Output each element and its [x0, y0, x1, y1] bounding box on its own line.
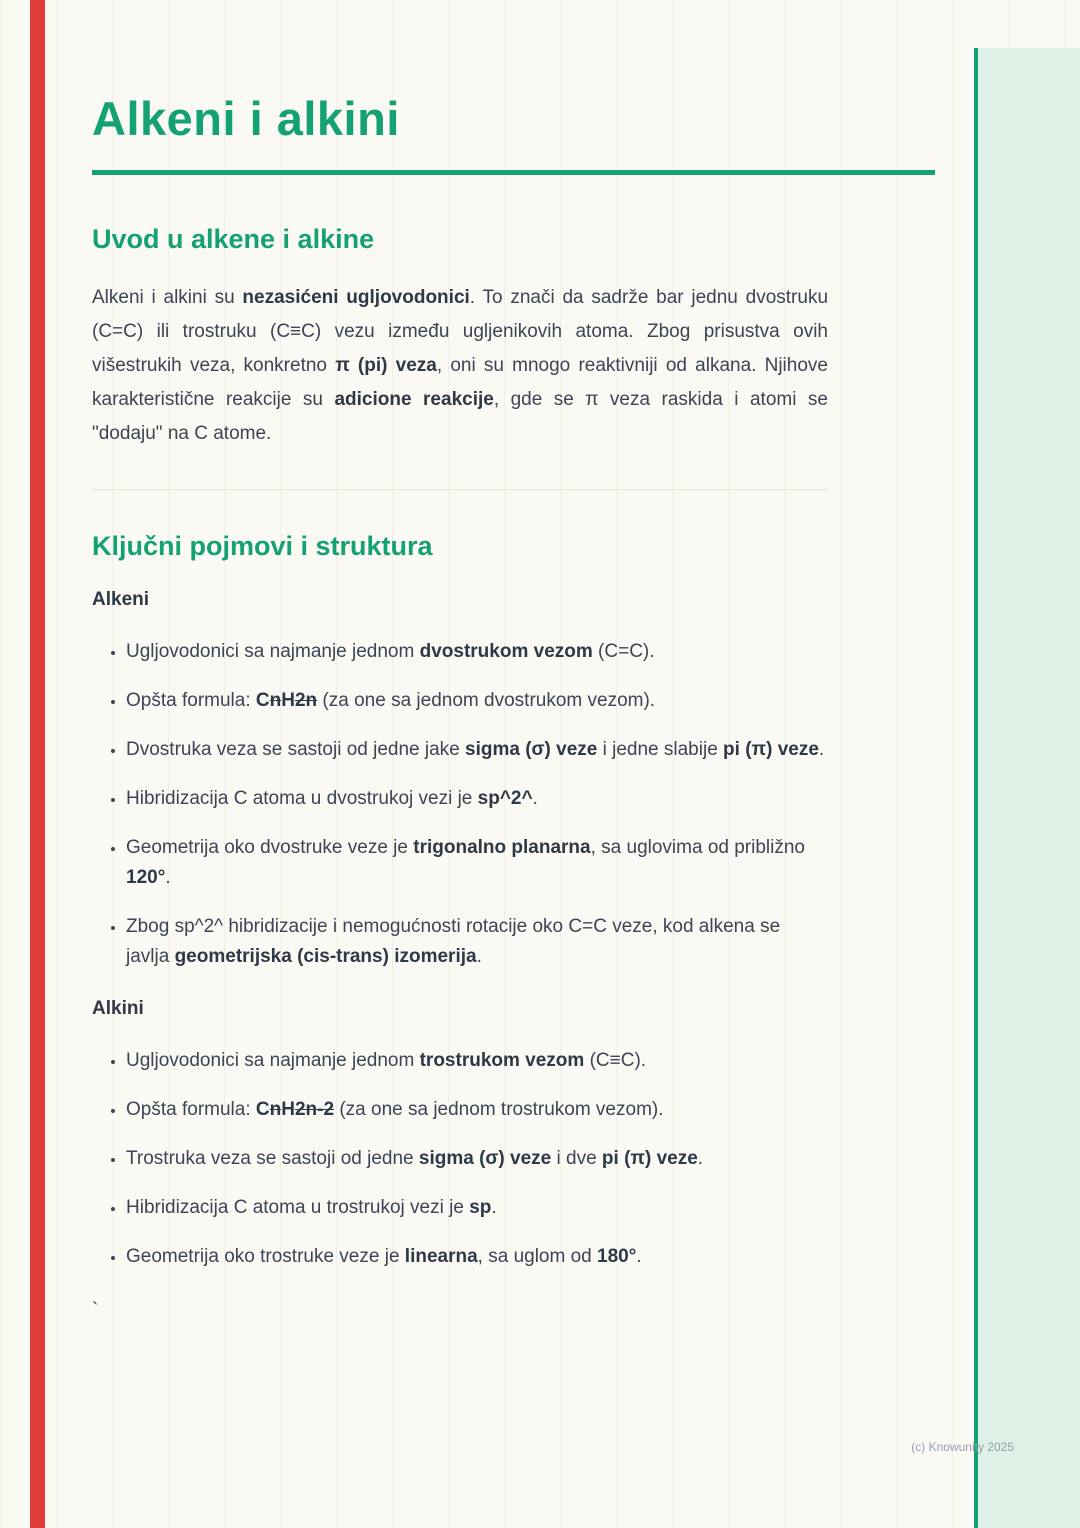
text-run: C [255, 689, 270, 711]
text-run: , sa uglovima od približno [590, 836, 805, 858]
text-run: Trostruka veza se sastoji od jedne [126, 1147, 419, 1169]
alkini-list [92, 1046, 828, 1272]
stray-character: ` [92, 1299, 99, 1321]
text-run: i jedne slabije [597, 738, 724, 760]
text-run: i dve [551, 1147, 602, 1169]
text-run: adicione reakcije [334, 389, 494, 411]
text-run: n [269, 1098, 282, 1120]
text-run: Geometrija oko trostruke veze je [126, 1245, 405, 1267]
section-key-concepts [92, 530, 935, 1321]
list-item [126, 735, 828, 765]
list-item [126, 784, 828, 814]
left-accent-bar [30, 0, 45, 1528]
text-run: linearna [404, 1245, 478, 1267]
subheading-alkeni: Alkeni [92, 588, 150, 610]
text-run: Ugljovodonici sa najmanje jednom [126, 1049, 420, 1071]
text-run: . [491, 1196, 497, 1218]
text-run: sigma (σ) veze [465, 738, 598, 760]
text-run: 2n [294, 689, 318, 711]
title-underline [92, 170, 935, 175]
text-run: n [269, 689, 282, 711]
text-run: sp^2^ [477, 787, 533, 809]
text-run: dvostrukom vezom [419, 640, 593, 662]
text-run: Hibridizacija C atoma u trostrukoj vezi je [126, 1196, 470, 1218]
right-margin-panel [978, 48, 1080, 1528]
text-run: (C≡C). [584, 1049, 647, 1071]
subheading-alkini: Alkini [92, 997, 144, 1019]
document-content [92, 0, 935, 1322]
alkeni-list [92, 637, 828, 972]
list-item [126, 637, 828, 667]
text-run: trigonalno planarna [413, 836, 591, 858]
text-run: (za one sa jednom dvostrukom vezom). [317, 689, 656, 711]
text-run: Alkeni i alkini su [92, 287, 243, 309]
text-run: , gde se π veza raskida i atomi se "dodaju" na C atome. [92, 389, 828, 445]
text-run: , oni su mnogo reaktivniji od alkana. Njihove karakteristične reakcije su [92, 355, 828, 411]
list-item [126, 1046, 828, 1076]
page-title: Alkeni i alkini [92, 92, 400, 145]
section-intro [92, 223, 935, 451]
list-item [126, 1144, 828, 1174]
text-run: Geometrija oko dvostruke veze je [126, 836, 414, 858]
text-run: . [476, 945, 482, 967]
text-run: . To znači da sadrže bar jednu dvostruku (C=C) ili trostruku (C≡C) vezu između ugljenikovih atoma. Zbog prisustva ovih višestrukih veza, konkretno [92, 287, 829, 377]
list-item [126, 912, 828, 972]
list-item [126, 1095, 828, 1125]
text-run: Hibridizacija C atoma u dvostrukoj vezi je [126, 787, 478, 809]
list-item [126, 1242, 828, 1272]
text-run: (za one sa jednom trostrukom vezom). [334, 1098, 664, 1120]
text-run: (C=C). [592, 640, 655, 662]
text-run: . [697, 1147, 704, 1169]
text-run: nezasićeni ugljovodonici [242, 287, 470, 309]
list-item [126, 686, 828, 716]
text-run: Opšta formula: [126, 689, 256, 711]
text-run: 120° [126, 866, 166, 888]
text-run: pi (π) veze [601, 1147, 698, 1169]
section-divider [92, 489, 828, 490]
list-item [126, 833, 828, 893]
text-run: Dvostruka veza se sastoji od jedne jake [126, 738, 466, 760]
text-run: geometrijska (cis-trans) izomerija [174, 945, 477, 967]
text-run: H [281, 689, 295, 711]
intro-heading: Uvod u alkene i alkine [92, 224, 375, 255]
text-run: Opšta formula: [126, 1098, 256, 1120]
text-run: C [255, 1098, 270, 1120]
text-run: Zbog sp^2^ hibridizacije i nemogućnosti rotacije oko C=C veze, kod alkena se javlja [126, 915, 781, 967]
text-run: pi (π) veze [723, 738, 819, 760]
intro-paragraph [92, 281, 828, 451]
text-run: sigma (σ) veze [418, 1147, 552, 1169]
text-run: 180° [597, 1245, 637, 1267]
text-run: sp [469, 1196, 492, 1218]
text-run: Ugljovodonici sa najmanje jednom [126, 640, 420, 662]
text-run: . [532, 787, 538, 809]
list-item [126, 1193, 828, 1223]
key-concepts-heading: Ključni pojmovi i struktura [92, 531, 433, 562]
text-run: , sa uglom od [477, 1245, 598, 1267]
text-run: . [636, 1245, 642, 1267]
text-run: π (pi) veza [335, 355, 437, 377]
text-run: trostrukom vezom [419, 1049, 585, 1071]
text-run: H [281, 1098, 295, 1120]
text-run: . [818, 738, 825, 760]
footer-copyright: (c) Knowunity 2025 [911, 1440, 1014, 1454]
right-margin-line [974, 48, 978, 1528]
text-run: 2n-2 [294, 1098, 335, 1120]
text-run: . [165, 866, 171, 888]
